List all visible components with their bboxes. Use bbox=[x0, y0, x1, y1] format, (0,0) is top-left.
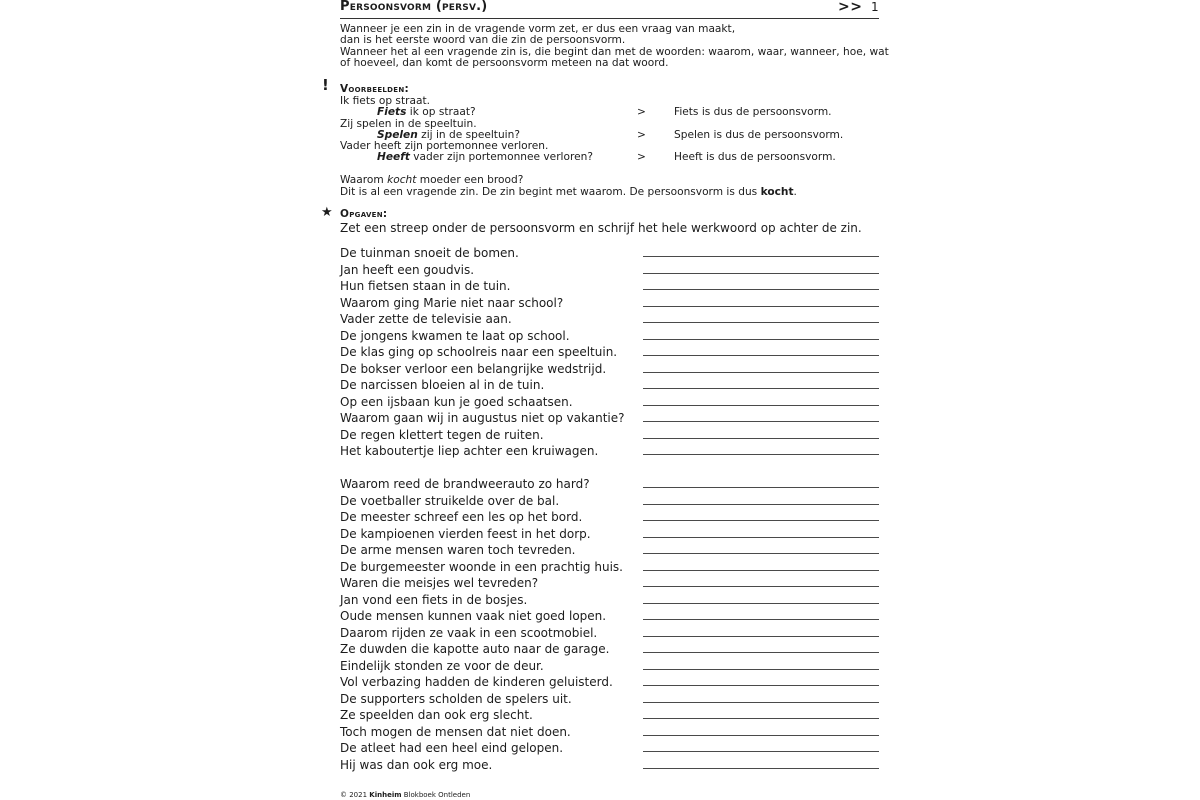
example-note bbox=[340, 186, 797, 198]
exercise-sentence: Waarom gaan wij in augustus niet op vakantie? bbox=[340, 411, 625, 425]
example-note bbox=[340, 174, 523, 186]
answer-line[interactable] bbox=[643, 388, 879, 389]
exercise-sentence: De jongens kwamen te laat op school. bbox=[340, 328, 570, 343]
exercise-sentence: De atleet had een heel eind gelopen. bbox=[340, 741, 564, 755]
answer-line[interactable] bbox=[643, 768, 879, 769]
answer-line[interactable] bbox=[643, 289, 879, 290]
example-conclusion: Fiets is dus de persoonsvorm. bbox=[674, 106, 832, 118]
exercise-sentence: Jan heeft een goudvis. bbox=[340, 262, 475, 277]
answer-line[interactable] bbox=[643, 438, 879, 439]
example-question bbox=[377, 106, 476, 118]
answer-line[interactable] bbox=[643, 454, 879, 455]
answer-line[interactable] bbox=[643, 619, 879, 620]
note-text: Dit is al een vragende zin. De zin begint met waarom. De persoonsvorm is dus bbox=[340, 186, 761, 198]
intro-line: Wanneer het al een vragende zin is, die begint dan met de woorden: waarom, waar, wanneer, hoe, wat bbox=[340, 45, 889, 58]
answer-line[interactable] bbox=[643, 306, 879, 307]
answer-line[interactable] bbox=[643, 553, 879, 554]
star-icon: ★ bbox=[321, 205, 333, 220]
intro-line: dan is het eerste woord van die zin de persoonsvorm. bbox=[340, 34, 626, 47]
answer-line[interactable] bbox=[643, 735, 879, 736]
example-question-rest: vader zijn portemonnee verloren? bbox=[409, 151, 593, 163]
answer-line[interactable] bbox=[643, 652, 879, 653]
answer-line[interactable] bbox=[643, 685, 879, 686]
exercises-heading: Opgaven: bbox=[340, 208, 388, 220]
answer-line[interactable] bbox=[643, 372, 879, 373]
copyright: © 2021 bbox=[340, 791, 368, 799]
example-question bbox=[377, 151, 593, 163]
exercise-sentence: Vol verbazing hadden de kinderen geluisterd. bbox=[340, 675, 613, 689]
exercise-sentence: Waarom reed de brandweerauto zo hard? bbox=[340, 477, 590, 491]
answer-line[interactable] bbox=[643, 669, 879, 670]
brand-name: Kinheim bbox=[369, 791, 402, 799]
example-question-rest: zij in de speeltuin? bbox=[417, 129, 520, 141]
exercise-sentence: De regen klettert tegen de ruiten. bbox=[340, 427, 544, 442]
intro-line: Wanneer je een zin in de vragende vorm zet, er dus een vraag van maakt, bbox=[340, 23, 736, 35]
exercise-sentence: De burgemeester woonde in een prachtig huis. bbox=[340, 559, 623, 574]
exercise-sentence: Hun fietsen staan in de tuin. bbox=[340, 279, 511, 293]
answer-line[interactable] bbox=[643, 702, 879, 703]
answer-line[interactable] bbox=[643, 636, 879, 637]
answer-line[interactable] bbox=[643, 421, 879, 422]
page-number: 1 bbox=[871, 0, 879, 14]
answer-line[interactable] bbox=[643, 322, 879, 323]
answer-line[interactable] bbox=[643, 603, 879, 604]
next-page-chevrons-icon: >> bbox=[838, 0, 863, 15]
answer-line[interactable] bbox=[643, 504, 879, 505]
exercise-sentence: Hij was dan ook erg moe. bbox=[340, 757, 493, 772]
answer-line[interactable] bbox=[643, 520, 879, 521]
exercise-sentence: De narcissen bloeien al in de tuin. bbox=[340, 378, 545, 392]
exercise-sentence: Jan vond een fiets in de bosjes. bbox=[340, 592, 528, 607]
product-name: Blokboek Ontleden bbox=[403, 791, 471, 799]
exercise-sentence: Oude mensen kunnen vaak niet goed lopen. bbox=[340, 609, 607, 623]
example-statement: Ik fiets op straat. bbox=[340, 95, 430, 107]
example-verb: Fiets bbox=[377, 106, 407, 118]
example-statement: Zij spelen in de speeltuin. bbox=[340, 118, 477, 130]
answer-line[interactable] bbox=[643, 339, 879, 340]
answer-line[interactable] bbox=[643, 570, 879, 571]
note-verb: kocht bbox=[387, 174, 417, 186]
arrow-marker: > bbox=[637, 106, 646, 118]
exercise-sentence: Waarom ging Marie niet naar school? bbox=[340, 295, 564, 310]
note-text: moeder een brood? bbox=[416, 174, 524, 186]
arrow-marker: > bbox=[637, 129, 646, 141]
exercise-sentence: Ze duwden die kapotte auto naar de garage. bbox=[340, 642, 610, 656]
exercise-sentence: De arme mensen waren toch tevreden. bbox=[340, 543, 576, 557]
exercise-sentence: Op een ijsbaan kun je goed schaatsen. bbox=[340, 394, 573, 409]
answer-line[interactable] bbox=[643, 355, 879, 356]
note-verb: kocht bbox=[760, 186, 794, 198]
example-statement: Vader heeft zijn portemonnee verloren. bbox=[340, 140, 549, 152]
exercise-sentence: De voetballer struikelde over de bal. bbox=[340, 493, 560, 508]
answer-line[interactable] bbox=[643, 586, 879, 587]
example-verb: Spelen bbox=[377, 129, 418, 141]
exercise-sentence: De tuinman snoeit de bomen. bbox=[340, 246, 519, 260]
exercise-sentence: De klas ging op schoolreis naar een speeltuin. bbox=[340, 345, 618, 359]
answer-line[interactable] bbox=[643, 751, 879, 752]
exercise-sentence: De kampioenen vierden feest in het dorp. bbox=[340, 526, 591, 541]
example-verb: Heeft bbox=[377, 151, 410, 163]
page-title: Persoonsvorm (persv.) bbox=[340, 0, 488, 14]
exclamation-icon: ! bbox=[322, 76, 329, 94]
arrow-marker: > bbox=[637, 151, 646, 163]
intro-paragraph bbox=[340, 23, 889, 70]
exercise-sentence: Waren die meisjes wel tevreden? bbox=[340, 576, 539, 590]
answer-line[interactable] bbox=[643, 256, 879, 257]
answer-line[interactable] bbox=[643, 537, 879, 538]
exercise-sentence: Toch mogen de mensen dat niet doen. bbox=[340, 724, 571, 739]
exercise-sentence: Ze speelden dan ook erg slecht. bbox=[340, 708, 533, 722]
answer-line[interactable] bbox=[643, 718, 879, 719]
exercise-sentence: Het kaboutertje liep achter een kruiwagen. bbox=[340, 444, 599, 458]
example-conclusion: Heeft is dus de persoonsvorm. bbox=[674, 151, 836, 163]
exercise-sentence: Eindelijk stonden ze voor de deur. bbox=[340, 658, 544, 673]
exercise-sentence: De bokser verloor een belangrijke wedstrijd. bbox=[340, 361, 607, 376]
example-conclusion: Spelen is dus de persoonsvorm. bbox=[674, 129, 844, 141]
example-question-rest: ik op straat? bbox=[406, 106, 476, 118]
header-divider bbox=[340, 18, 879, 19]
footer bbox=[340, 791, 470, 799]
exercise-sentence: De meester schreef een les op het bord. bbox=[340, 510, 583, 524]
exercise-sentence: De supporters scholden de spelers uit. bbox=[340, 691, 572, 706]
intro-line: of hoeveel, dan komt de persoonsvorm meteen na dat woord. bbox=[340, 57, 669, 70]
exercise-sentence: Vader zette de televisie aan. bbox=[340, 312, 512, 326]
answer-line[interactable] bbox=[643, 487, 879, 488]
exercise-instruction: Zet een streep onder de persoonsvorm en schrijf het hele werkwoord op achter de zin. bbox=[340, 221, 862, 235]
note-text: . bbox=[793, 186, 797, 198]
exercise-sentence: Daarom rijden ze vaak in een scootmobiel. bbox=[340, 625, 598, 640]
answer-line[interactable] bbox=[643, 273, 879, 274]
answer-line[interactable] bbox=[643, 405, 879, 406]
note-text: Waarom bbox=[340, 174, 388, 186]
examples-heading: Voorbeelden: bbox=[340, 83, 410, 95]
